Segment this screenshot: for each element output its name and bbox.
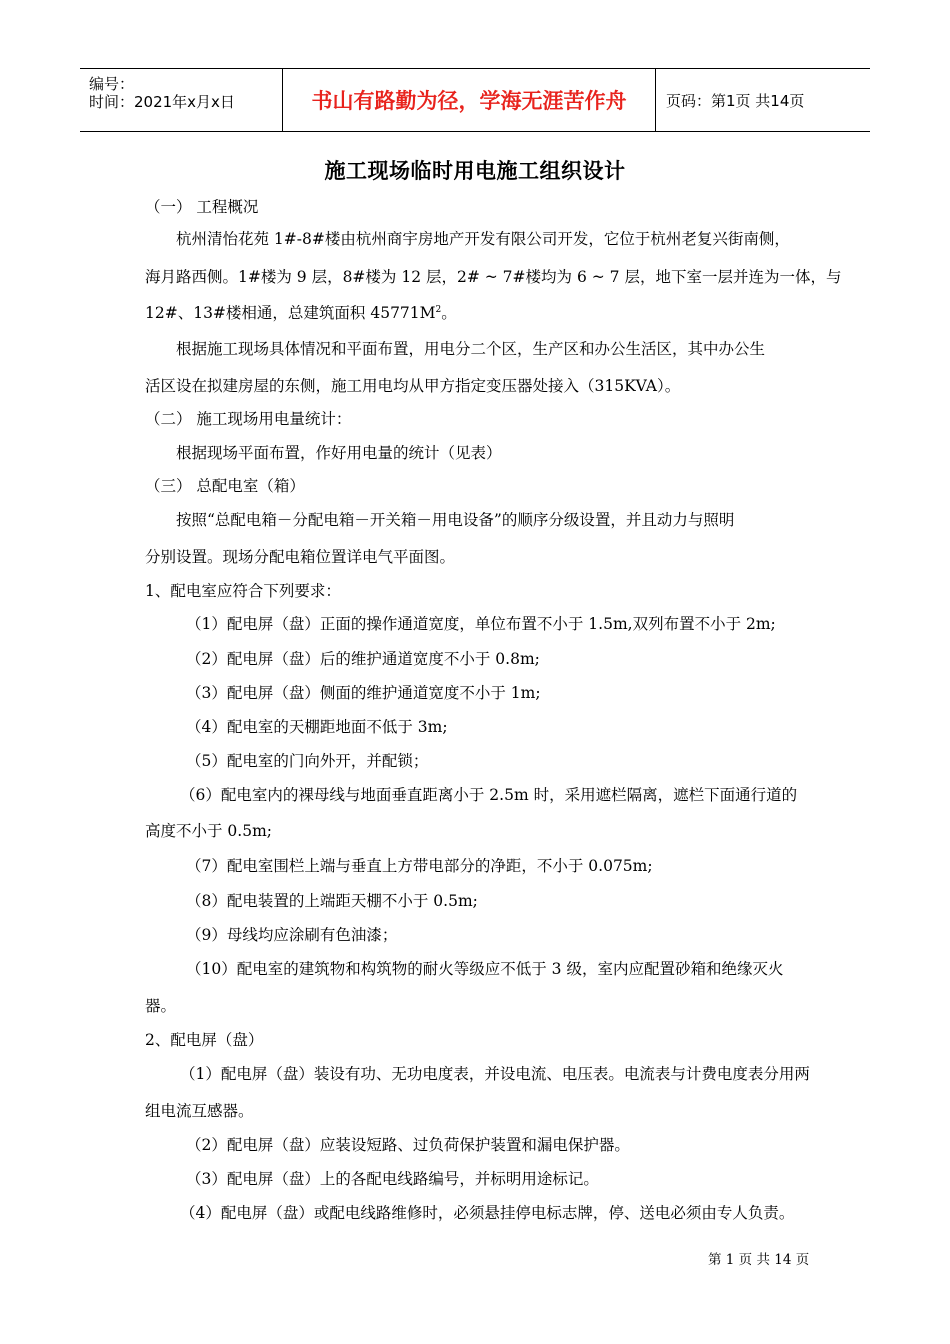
paragraph-line bbox=[145, 301, 457, 323]
code-label: 编号： bbox=[89, 75, 135, 93]
area-superscript: 2 bbox=[435, 304, 442, 315]
list-item: （2）配电屏（盘）后的维护通道宽度不小于 0.8m; bbox=[186, 650, 540, 668]
list-item: （3）配电屏（盘）侧面的维护通道宽度不小于 1m; bbox=[186, 684, 541, 702]
list-item-continued: 器。 bbox=[145, 997, 177, 1015]
paragraph-line: 海月路西侧。1#楼为 9 层，8#楼为 12 层，2# ~ 7#楼均为 6 ~ 7 层，地下室一层并连为一体，与 bbox=[145, 268, 842, 286]
list-item: （8）配电装置的上端距天棚不小于 0.5m; bbox=[186, 892, 478, 910]
header-meta bbox=[80, 69, 282, 131]
paragraph-line: 活区设在拟建房屋的东侧，施工用电均从甲方指定变压器处接入（315KVA）。 bbox=[145, 377, 681, 395]
subsection-heading: 1、配电室应符合下列要求： bbox=[145, 582, 341, 600]
list-item: （4）配电屏（盘）或配电线路维修时，必须悬挂停电标志牌，停、送电必须由专人负责。 bbox=[180, 1204, 795, 1222]
date-label: 时间：2021年x月x日 bbox=[89, 93, 235, 111]
header-page-label: 页码：第1页 共14页 bbox=[666, 91, 805, 110]
document-title: 施工现场临时用电施工组织设计 bbox=[324, 158, 626, 183]
list-item: （2）配电屏（盘）应装设短路、过负荷保护装置和漏电保护器。 bbox=[186, 1136, 630, 1154]
list-item: （1）配电屏（盘）正面的操作通道宽度，单位布置不小于 1.5m,双列布置不小于 2m; bbox=[186, 615, 776, 633]
subsection-heading: 2、配电屏（盘） bbox=[145, 1031, 264, 1049]
list-item: （6）配电室内的裸母线与地面垂直距离小于 2.5m 时，采用遮栏隔离，遮栏下面通行道的 bbox=[180, 786, 798, 804]
list-item-continued: 组电流互感器。 bbox=[145, 1102, 254, 1120]
list-item: （5）配电室的门向外开，并配锁； bbox=[186, 752, 429, 770]
page-footer: 第 1 页 共 14 页 bbox=[708, 1252, 810, 1268]
paragraph-line: 根据施工现场具体情况和平面布置，用电分二个区，生产区和办公生活区，其中办公生 bbox=[176, 340, 766, 358]
section-heading: （一） 工程概况 bbox=[145, 198, 259, 216]
list-item: （3）配电屏（盘）上的各配电线路编号，并标明用途标记。 bbox=[186, 1170, 599, 1188]
area-text: 12#、13#楼相通，总建筑面积 45771M bbox=[145, 304, 436, 322]
list-item: （9）母线均应涂刷有色油漆； bbox=[186, 926, 398, 944]
paragraph-line: 根据现场平面布置，作好用电量的统计（见表） bbox=[176, 444, 502, 462]
section-heading: （三） 总配电室（箱） bbox=[145, 477, 305, 495]
paragraph-line: 杭州清怡花苑 1#-8#楼由杭州商宇房地产开发有限公司开发，它位于杭州老复兴街南侧， bbox=[176, 230, 790, 248]
header-slogan: 书山有路勤为径，学海无涯苦作舟 bbox=[282, 69, 656, 131]
list-item: （10）配电室的建筑物和构筑物的耐火等级应不低于 3 级，室内应配置砂箱和绝缘灭火 bbox=[186, 960, 784, 978]
paragraph-line: 按照“总配电箱－分配电箱－开关箱－用电设备”的顺序分级设置，并且动力与照明 bbox=[176, 511, 735, 529]
list-item: （4）配电室的天棚距地面不低于 3m; bbox=[186, 718, 448, 736]
list-item: （7）配电室围栏上端与垂直上方带电部分的净距，不小于 0.075m; bbox=[186, 857, 653, 875]
header-table bbox=[80, 68, 870, 132]
paragraph-line: 分别设置。现场分配电箱位置详电气平面图。 bbox=[145, 548, 456, 566]
list-item: （1）配电屏（盘）装设有功、无功电度表，并设电流、电压表。电流表与计费电度表分用两 bbox=[180, 1065, 810, 1083]
section-heading: （二） 施工现场用电量统计： bbox=[145, 410, 352, 428]
list-item-continued: 高度不小于 0.5m; bbox=[145, 822, 272, 840]
area-suffix: 。 bbox=[441, 304, 457, 322]
